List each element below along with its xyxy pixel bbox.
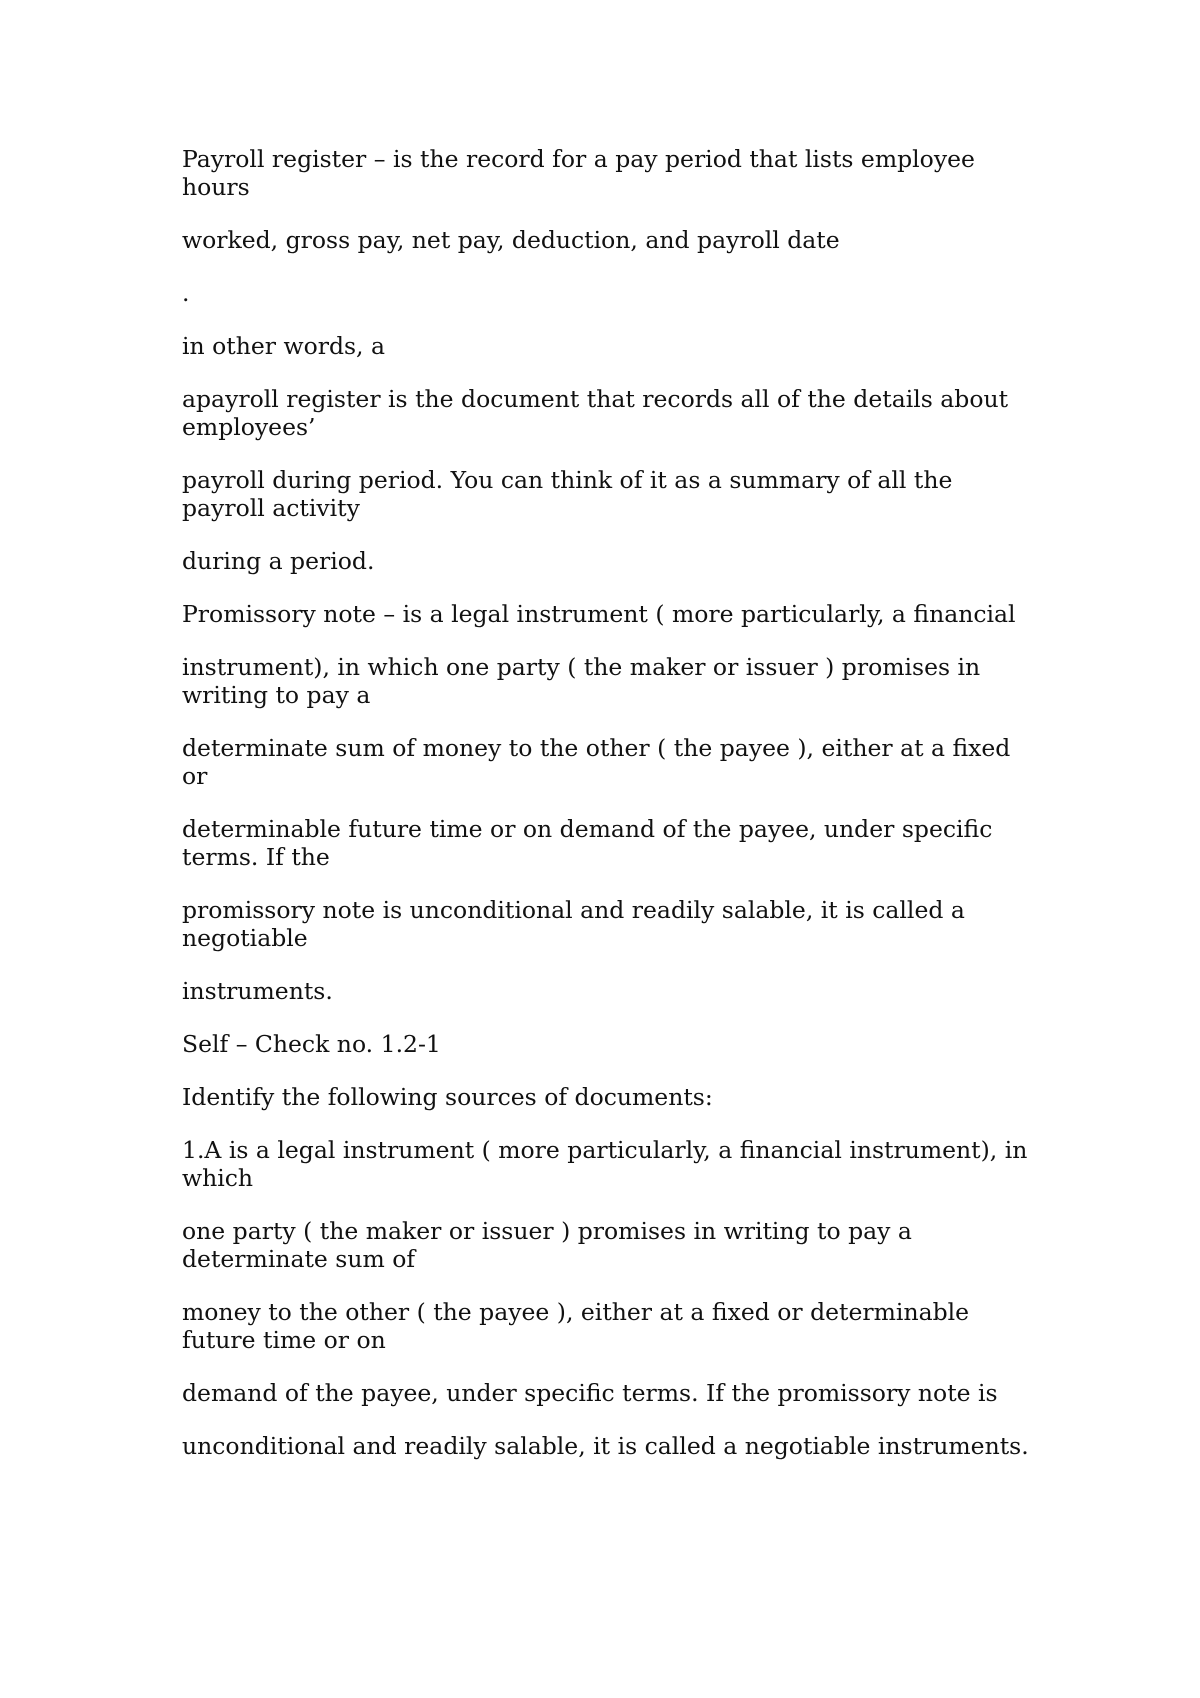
paragraph: .: [182, 279, 190, 307]
paragraph: apayroll register is the document that records all of the details about employees’: [182, 385, 1009, 441]
paragraph: determinate sum of money to the other ( the payee ), either at a fixed or: [182, 734, 1011, 790]
document-body: [182, 145, 1042, 1485]
paragraph: in other words, a: [182, 332, 386, 360]
question-text: unconditional and readily salable, it is called a negotiable instruments.: [182, 1432, 1029, 1460]
paragraph: promissory note is unconditional and readily salable, it is called a negotiable: [182, 896, 965, 952]
paragraph: determinable future time or on demand of the payee, under specific terms. If the: [182, 815, 993, 871]
section-heading: Self – Check no. 1.2-1: [182, 1030, 441, 1058]
paragraph: worked, gross pay, net pay, deduction, and payroll date: [182, 226, 840, 254]
paragraph: Promissory note – is a legal instrument ( more particularly, a financial: [182, 600, 1016, 628]
paragraph: Payroll register – is the record for a pay period that lists employee hours: [182, 145, 975, 201]
question-text: one party ( the maker or issuer ) promises in writing to pay a determinate sum of: [182, 1217, 912, 1273]
paragraph: instrument), in which one party ( the maker or issuer ) promises in writing to pay a: [182, 653, 981, 709]
paragraph: during a period.: [182, 547, 375, 575]
paragraph: payroll during period. You can think of it as a summary of all the payroll activity: [182, 466, 953, 522]
question-text: demand of the payee, under specific terms. If the promissory note is: [182, 1379, 998, 1407]
question-text: 1.A is a legal instrument ( more particularly, a financial instrument), in which: [182, 1136, 1028, 1192]
instruction: Identify the following sources of documents:: [182, 1083, 713, 1111]
paragraph: instruments.: [182, 977, 333, 1005]
question-text: money to the other ( the payee ), either at a fixed or determinable future time or on: [182, 1298, 970, 1354]
